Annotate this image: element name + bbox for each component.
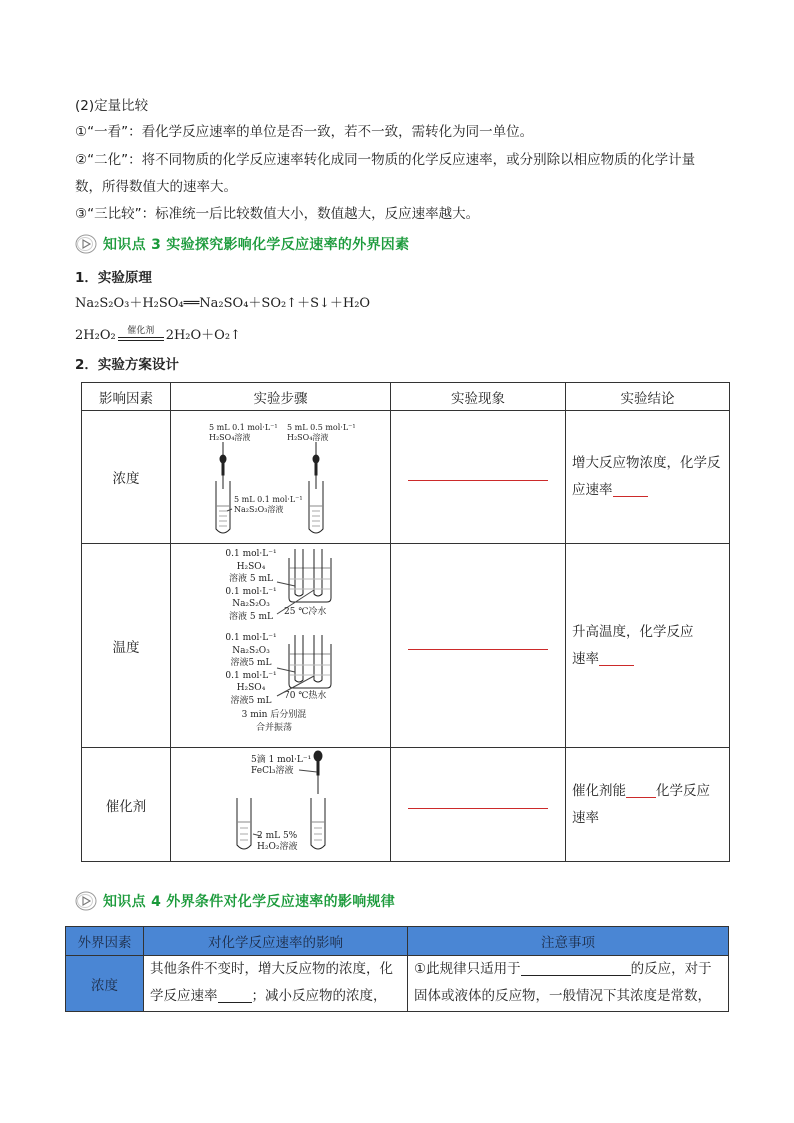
rule-note-line1: [414, 956, 722, 983]
concentration-diagram: [171, 411, 390, 543]
rule-col-effect: 对化学反应速率的影响: [144, 927, 408, 956]
kp4-title: 知识点 4 外界条件对化学反应速率的影响规律: [103, 894, 396, 910]
label-hot-water: 70 ℃热水: [284, 691, 327, 701]
label-h2o2-1: 2 mL 5%: [257, 831, 298, 841]
equation-2-left: 2H₂O₂: [75, 328, 116, 343]
rule-effect-line2: [150, 983, 401, 1010]
answer-blank-phenomenon-1[interactable]: [408, 470, 548, 481]
factor-concentration: 浓度: [82, 411, 171, 544]
rule-note-line1-a: ①此规律只适用于: [414, 961, 521, 977]
conclusion-2-line2: 速率: [572, 650, 599, 667]
label-na2s2o3: 5 mL 0.1 mol·L⁻¹: [234, 495, 303, 504]
rule-row-concentration: [66, 956, 729, 1012]
table-row-catalyst: [82, 748, 730, 862]
test-tubes-dropper-drawing: [171, 411, 390, 543]
conclusion-2-line2-wrap: [572, 646, 723, 673]
answer-blank-conclusion-3[interactable]: [626, 785, 656, 798]
temp-bottom-label-4: 0.1 mol·L⁻¹: [225, 670, 277, 681]
play-badge-icon: [75, 890, 97, 912]
compare-step3: ③“三比较”：标准统一后比较数值大小，数值越大，反应速率越大。: [75, 206, 480, 222]
temp-bottom-label-2: Na₂S₂O₃: [232, 645, 270, 656]
label-na2s2o3-solution: Na₂S₂O₃溶液: [234, 505, 284, 514]
label-h2o2-2: H₂O₂溶液: [257, 842, 298, 852]
label-h2so4-01: 5 mL 0.1 mol·L⁻¹: [209, 423, 278, 432]
compare-heading: (2)定量比较: [75, 98, 149, 114]
water-bath-drawing: [171, 544, 390, 747]
answer-blank-conclusion-2[interactable]: [599, 653, 634, 666]
rule-notes-concentration: [408, 956, 729, 1012]
compare-step2-line2: 数，所得数值大的速率大。: [75, 179, 237, 195]
experiment-table: [81, 382, 730, 862]
label-h2so4-05: 5 mL 0.5 mol·L⁻¹: [287, 423, 356, 432]
conclusion-temperature: [566, 544, 730, 748]
table-row-concentration: [82, 411, 730, 544]
conclusion-1-line2-wrap: [572, 477, 723, 504]
equation-2: [75, 326, 241, 346]
col-header-phenomenon: 实验现象: [391, 383, 566, 411]
steps-temperature: [171, 544, 391, 748]
catalyst-tubes-drawing: [171, 748, 390, 861]
phenomenon-concentration[interactable]: [391, 411, 566, 544]
label-h2so4-01-solution: H₂SO₄溶液: [209, 433, 251, 442]
conclusion-2-line1: 升高温度，化学反应: [572, 623, 694, 640]
conclusion-3-line1-b: 化学反应: [656, 782, 710, 799]
rule-effect-concentration: [144, 956, 408, 1012]
rule-col-factor: 外界因素: [66, 927, 144, 956]
label-cold-water: 25 ℃冷水: [284, 607, 327, 617]
rule-note-line1-b: 的反应，对于: [630, 961, 712, 977]
temp-top-label-4: 0.1 mol·L⁻¹: [225, 586, 277, 597]
phenomenon-catalyst[interactable]: [391, 748, 566, 862]
conclusion-1-line1: 增大反应物浓度，化学反: [572, 455, 721, 471]
conclusion-1-line2: 应速率: [572, 482, 613, 498]
equation-2-right: 2H₂O＋O₂↑: [165, 328, 241, 343]
rule-effect-line1: 其他条件不变时，增大反应物的浓度，化: [150, 961, 393, 977]
temp-top-label-3: 溶液 5 mL: [229, 574, 273, 584]
answer-blank-phenomenon-3[interactable]: [408, 798, 548, 809]
temp-top-label-6: 溶液 5 mL: [229, 611, 273, 622]
col-header-conclusion: 实验结论: [566, 383, 730, 411]
temp-top-label-1: 0.1 mol·L⁻¹: [225, 549, 277, 559]
conclusion-3-line1-a: 催化剂能: [572, 782, 626, 799]
label-h2so4-05-solution: H₂SO₄溶液: [287, 433, 329, 442]
phenomenon-temperature[interactable]: [391, 544, 566, 748]
rule-effect-line2-a: 学反应速率: [150, 988, 218, 1004]
label-mix-2: 合并振荡: [255, 722, 292, 733]
answer-blank-phenomenon-2[interactable]: [408, 639, 548, 650]
answer-blank-rule-note[interactable]: [521, 963, 631, 976]
steps-concentration: [171, 411, 391, 544]
rule-table-header: [66, 927, 729, 956]
col-header-steps: 实验步骤: [171, 383, 391, 411]
steps-catalyst: [171, 748, 391, 862]
equation-1: Na₂S₂O₃＋H₂SO₄══Na₂SO₄＋SO₂↑＋S↓＋H₂O: [75, 296, 371, 311]
play-badge-icon: [75, 233, 97, 255]
catalyst-label: 催化剂: [127, 326, 155, 336]
rule-table: [65, 926, 729, 1012]
design-heading: 2．实验方案设计: [75, 357, 179, 373]
temp-top-label-2: H₂SO₄: [236, 561, 266, 572]
catalyst-diagram: [171, 748, 390, 861]
experiment-table-header: [82, 383, 730, 411]
compare-step2-line1: ②“二化”：将不同物质的化学反应速率转化成同一物质的化学反应速率，或分别除以相应物质的化学计量: [75, 152, 696, 168]
col-header-factor: 影响因素: [82, 383, 171, 411]
temp-bottom-label-3: 溶液5 mL: [230, 658, 272, 668]
table-row-temperature: [82, 544, 730, 748]
conclusion-3-line2: 速率: [572, 809, 599, 826]
factor-temperature: 温度: [82, 544, 171, 748]
rule-col-notes: 注意事项: [408, 927, 729, 956]
temp-bottom-label-1: 0.1 mol·L⁻¹: [225, 633, 277, 643]
label-mix-1: 3 min 后分别混: [241, 710, 307, 720]
label-fecl3-2: FeCl₃溶液: [251, 766, 294, 776]
temperature-diagram: [171, 544, 390, 747]
compare-step1: ①“一看”：看化学反应速率的单位是否一致，若不一致，需转化为同一单位。: [75, 124, 534, 140]
rule-note-line2: 固体或液体的反应物，一般情况下其浓度是常数，: [414, 988, 711, 1004]
label-fecl3-1: 5滴 1 mol·L⁻¹: [251, 755, 312, 765]
factor-catalyst: 催化剂: [82, 748, 171, 862]
catalyst-arrow: [118, 326, 164, 341]
kp4-header: [75, 890, 395, 912]
principle-heading: 1．实验原理: [75, 270, 152, 286]
temp-bottom-label-5: H₂SO₄: [236, 683, 266, 693]
answer-blank-conclusion-1[interactable]: [613, 484, 648, 497]
answer-blank-rule-effect[interactable]: [218, 990, 252, 1003]
kp3-header: [75, 233, 409, 255]
rule-factor-concentration: 浓度: [66, 956, 144, 1012]
conclusion-concentration: [566, 411, 730, 544]
conclusion-catalyst: [566, 748, 730, 862]
rule-effect-line2-b: ；减小反应物的浓度，: [251, 988, 387, 1004]
temp-top-label-5: Na₂S₂O₃: [232, 599, 270, 609]
kp3-title: 知识点 3 实验探究影响化学反应速率的外界因素: [103, 237, 410, 253]
temp-bottom-label-6: 溶液5 mL: [230, 695, 272, 706]
conclusion-3-line1: [572, 778, 723, 805]
